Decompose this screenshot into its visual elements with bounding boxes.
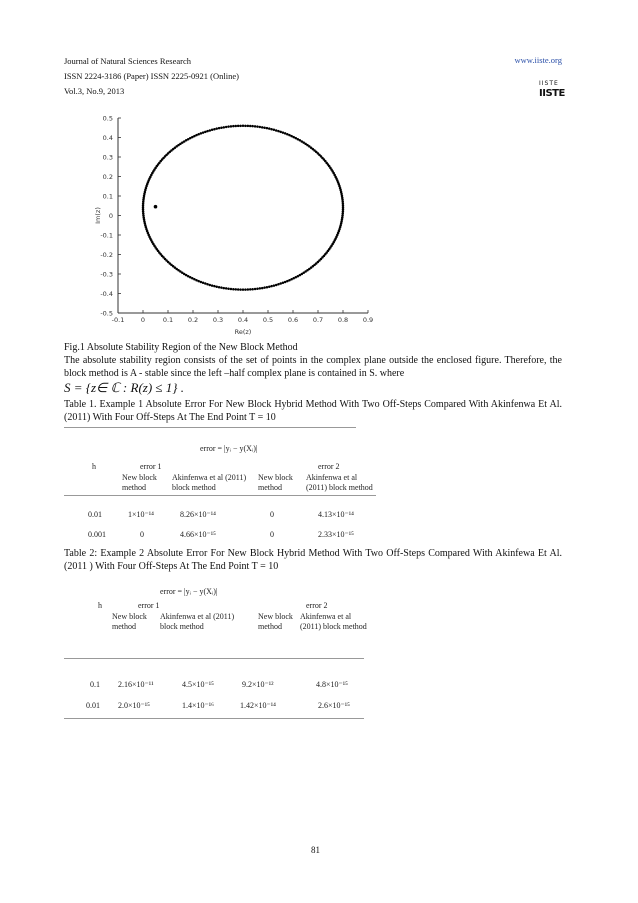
boundary-point (254, 125, 256, 128)
boundary-point (263, 286, 266, 289)
x-tick-label: 0 (140, 316, 146, 324)
boundary-point (230, 288, 233, 291)
table1-title: Table 1. Example 1 Absolute Error For New Block Hybrid Method With Two Off-Steps Compared With Akinfenwa Et Al.(2011) With Four Off-Steps At The End Point T = 10 (64, 399, 562, 423)
table1-row1-e1-ak: 8.26×10⁻¹⁴ (180, 510, 216, 519)
boundary-point (195, 279, 198, 282)
table1-col-ak2: Akinfenwa et al (2011) block method (306, 473, 373, 492)
y-tick-label: 0.5 (102, 114, 113, 123)
isolated-point (154, 205, 158, 209)
boundary-point (268, 285, 271, 288)
table2-row2-e1-new: 2.0×10⁻¹⁵ (118, 701, 150, 710)
boundary-point (204, 131, 207, 134)
boundary-point (279, 131, 282, 134)
boundary-point (249, 288, 252, 291)
table2-error-formula: error = |yᵢ − y(Xᵢ)| (160, 587, 218, 596)
y-tick-label: 0.4 (102, 134, 113, 142)
table1-row2-e2-ak: 2.33×10⁻¹⁵ (318, 530, 354, 539)
boundary-point (218, 127, 221, 130)
x-tick-label: 0.6 (287, 316, 299, 324)
boundary-point (251, 288, 254, 291)
boundary-point (197, 280, 200, 283)
table2-row2-e1-ak: 1.4×10⁻¹⁶ (182, 701, 214, 710)
boundary-point (225, 287, 228, 290)
table2-row2-h: 0.01 (86, 701, 100, 710)
boundary-point (261, 126, 264, 129)
boundary-point (270, 285, 273, 288)
x-tick-label: -0.1 (111, 316, 125, 324)
journal-issn: ISSN 2224-3186 (Paper) ISSN 2225-0921 (Online) (64, 71, 239, 81)
boundary-point (266, 286, 269, 289)
boundary-point (277, 130, 280, 133)
y-tick-label: 0.2 (102, 173, 113, 181)
boundary-point (249, 125, 252, 128)
y-tick-label: -0.1 (100, 231, 113, 240)
journal-volume: Vol.3, No.9, 2013 (64, 86, 125, 96)
boundary-point (242, 125, 245, 128)
y-tick-label: 0 (108, 212, 113, 220)
table2-error1-header: error 1 (138, 601, 160, 610)
boundary-point (230, 125, 233, 128)
boundary-point (223, 126, 226, 129)
table2-col-new2: New block method (258, 612, 293, 631)
boundary-point (209, 284, 212, 287)
table2-row1-e2-new: 9.2×10⁻¹² (242, 680, 274, 689)
boundary-point (232, 288, 235, 291)
boundary-point (286, 133, 289, 136)
boundary-point (215, 127, 218, 130)
boundary-point (247, 288, 250, 291)
boundary-point (202, 131, 205, 134)
boundary-point (223, 287, 226, 290)
boundary-point (275, 129, 278, 132)
boundary-point (290, 135, 293, 138)
journal-name: Journal of Natural Sciences Research (64, 56, 191, 66)
y-axis-label: Im(z) (94, 207, 102, 224)
y-tick-label: -0.3 (100, 270, 113, 279)
boundary-point (220, 126, 223, 129)
boundary-point (244, 288, 247, 291)
iiste-logo (539, 80, 565, 104)
table1-error-formula: error = |yᵢ − y(Xᵢ)| (200, 444, 258, 453)
x-axis-label: Re(z) (234, 328, 252, 336)
y-tick-label: -0.2 (100, 251, 113, 259)
boundary-point (195, 134, 198, 137)
table1-error1-header: error 1 (140, 462, 162, 471)
boundary-point (220, 286, 223, 289)
table2-col-new1: New block method (112, 612, 147, 631)
table1-header-rule (64, 495, 376, 496)
table2-row1-e1-ak: 4.5×10⁻¹⁵ (182, 680, 214, 689)
boundary-point (200, 132, 203, 135)
boundary-point (206, 130, 209, 133)
boundary-point (200, 281, 203, 284)
boundary-point (263, 126, 266, 129)
table2-col-ak2: Akinfenwa et al (2011) block method (300, 612, 367, 631)
y-tick-label: -0.4 (100, 290, 113, 298)
x-tick-label: 0.4 (237, 316, 249, 324)
boundary-point (270, 128, 273, 131)
boundary-point (239, 288, 242, 291)
table2-row1-h: 0.1 (90, 680, 100, 689)
y-tick-label: -0.5 (100, 309, 113, 318)
table2-row1-e1-new: 2.16×10⁻¹¹ (118, 680, 154, 689)
table1-error2-header: error 2 (318, 462, 340, 471)
x-tick-label: 0.3 (212, 316, 224, 324)
x-tick-label: 0.9 (362, 316, 374, 324)
boundary-point (235, 125, 238, 128)
boundary-point (286, 280, 289, 283)
table1-row1-e2-ak: 4.13×10⁻¹⁴ (318, 510, 354, 519)
table1-row2-e1-new: 0 (140, 530, 144, 539)
x-tick-label: 0.7 (312, 316, 324, 324)
boundary-point (218, 286, 221, 289)
table2-row1-e2-ak: 4.8×10⁻¹⁵ (316, 680, 348, 689)
boundary-point (225, 126, 228, 129)
boundary-point (273, 284, 276, 287)
boundary-point (227, 125, 230, 128)
boundary-point (227, 287, 230, 290)
table2-title: Table 2: Example 2 Absolute Error For New Block Hybrid Method With Two Off-Steps Compared With Akinfewa Et Al.(2011 ) With Four Off-Steps At The End Point T = 10 (64, 548, 562, 572)
boundary-point (288, 279, 291, 282)
y-tick-label: 0.3 (102, 153, 113, 162)
stability-formula: S = {z∈ ℂ : R(z) ≤ 1} . (64, 380, 185, 395)
boundary-point (279, 282, 282, 285)
table2-h-header: h (98, 601, 102, 610)
page-number: 81 (311, 845, 320, 855)
boundary-point (204, 282, 207, 285)
logo-top-text: IISTE (539, 80, 559, 87)
boundary-point (206, 283, 209, 286)
boundary-point (273, 129, 276, 132)
table2-bottom-rule (64, 718, 364, 719)
boundary-point (342, 208, 345, 211)
boundary-point (215, 285, 218, 288)
website-link[interactable]: www.iiste.org (514, 55, 562, 65)
boundary-point (284, 281, 287, 284)
boundary-point (275, 284, 278, 287)
boundary-point (284, 132, 287, 135)
boundary-point (259, 126, 262, 129)
boundary-point (202, 282, 205, 285)
table1-row2-e1-ak: 4.66×10⁻¹⁵ (180, 530, 216, 539)
boundary-point (247, 125, 250, 128)
boundary-point (288, 134, 291, 137)
boundary-point (197, 133, 200, 136)
boundary-point (237, 288, 240, 291)
table1-row1-e1-new: 1×10⁻¹⁴ (128, 510, 154, 519)
boundary-point (259, 287, 262, 290)
table1-row1-h: 0.01 (88, 510, 102, 519)
table2-error2-header: error 2 (306, 601, 328, 610)
x-tick-label: 0.1 (162, 316, 174, 324)
y-tick-label: 0.1 (102, 192, 113, 201)
boundary-point (232, 125, 235, 128)
table2-row2-e2-new: 1.42×10⁻¹⁴ (240, 701, 276, 710)
boundary-point (193, 278, 196, 281)
boundary-point (237, 125, 240, 128)
stability-region-chart (85, 112, 385, 342)
logo-main-text: IISTE (539, 88, 565, 99)
table2-row2-e2-ak: 2.6×10⁻¹⁵ (318, 701, 350, 710)
table1-h-header: h (92, 462, 96, 471)
figure-caption: Fig.1 Absolute Stability Region of the New Block Method (64, 342, 298, 353)
boundary-point (268, 127, 271, 130)
boundary-point (213, 128, 216, 131)
boundary-point (244, 125, 247, 128)
boundary-point (239, 125, 242, 128)
table1-col-ak1: Akinfenwa et al (2011) block method (172, 473, 247, 492)
x-tick-label: 0.5 (262, 316, 274, 324)
table2-header-rule (64, 658, 364, 659)
boundary-point (254, 288, 256, 291)
table1-row2-e2-new: 0 (270, 530, 274, 539)
boundary-point (235, 288, 238, 291)
table1-top-rule (64, 427, 356, 428)
table1-row1-e2-new: 0 (270, 510, 274, 519)
boundary-point (211, 129, 214, 132)
boundary-point (242, 288, 245, 291)
boundary-point (266, 127, 269, 130)
boundary-point (277, 283, 280, 286)
table2-col-ak1: Akinfenwa et al (2011) block method (160, 612, 235, 631)
x-tick-label: 0.2 (187, 316, 199, 324)
boundary-point (251, 125, 254, 128)
boundary-point (261, 287, 264, 290)
boundary-point (282, 131, 285, 134)
boundary-point (209, 129, 212, 132)
boundary-point (282, 282, 285, 285)
boundary-point (213, 285, 216, 288)
x-tick-label: 0.8 (337, 316, 349, 324)
boundary-point (256, 125, 259, 128)
boundary-point (256, 287, 259, 290)
table1-col-new2: New block method (258, 473, 293, 492)
table1-row2-h: 0.001 (88, 530, 106, 539)
table1-col-new1: New block method (122, 473, 157, 492)
body-paragraph: The absolute stability region consists of the set of points in the complex plane outside the enclosed figure. Therefore, the block method is A - stable since the left –half complex plane is contained in S. where (64, 355, 562, 379)
boundary-point (211, 284, 214, 287)
